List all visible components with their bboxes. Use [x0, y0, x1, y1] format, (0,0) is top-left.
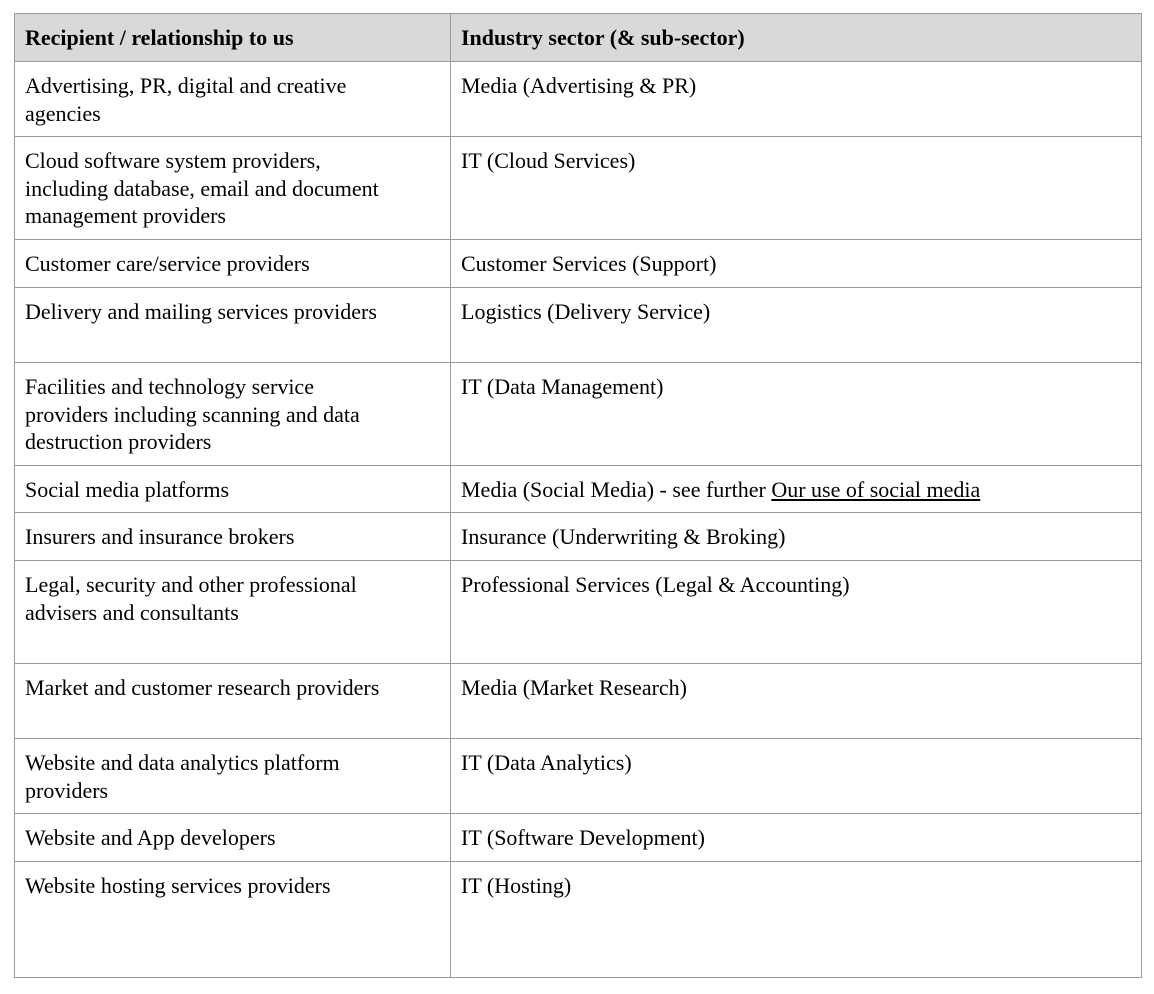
header-row — [15, 14, 1142, 62]
recipient-cell: Market and customer research providers — [15, 664, 451, 739]
recipient-cell: Legal, security and other professional advisers and consultants — [15, 561, 451, 664]
table-row — [15, 561, 1142, 664]
recipient-cell: Social media platforms — [15, 466, 451, 513]
table-row — [15, 862, 1142, 978]
recipient-cell: Customer care/service providers — [15, 240, 451, 288]
sector-cell: IT (Cloud Services) — [451, 137, 1142, 240]
sector-cell: IT (Data Management) — [451, 363, 1142, 466]
sector-cell: Insurance (Underwriting & Broking) — [451, 513, 1142, 561]
sector-cell: Logistics (Delivery Service) — [451, 288, 1142, 363]
recipient-cell: Delivery and mailing services providers — [15, 288, 451, 363]
sector-cell — [451, 466, 1142, 513]
sector-text: Media (Social Media) - see further — [461, 477, 772, 502]
recipient-cell: Website and App developers — [15, 814, 451, 862]
sector-cell: Professional Services (Legal & Accounting) — [451, 561, 1142, 664]
recipient-cell: Cloud software system providers, including database, email and document management providers — [15, 137, 451, 240]
table-row — [15, 363, 1142, 466]
header-recipient: Recipient / relationship to us — [15, 14, 451, 62]
sector-cell: Media (Advertising & PR) — [451, 62, 1142, 137]
social-media-link[interactable]: Our use of social media — [771, 477, 981, 502]
table-row — [15, 513, 1142, 561]
table-row — [15, 240, 1142, 288]
table-row — [15, 288, 1142, 363]
table-row — [15, 466, 1142, 513]
recipient-cell: Website hosting services providers — [15, 862, 451, 978]
recipient-cell: Advertising, PR, digital and creative agencies — [15, 62, 451, 137]
recipients-sector-table — [14, 13, 1142, 978]
recipient-cell: Insurers and insurance brokers — [15, 513, 451, 561]
sector-cell: IT (Data Analytics) — [451, 739, 1142, 814]
sector-cell: IT (Software Development) — [451, 814, 1142, 862]
sector-cell: Customer Services (Support) — [451, 240, 1142, 288]
sector-cell: IT (Hosting) — [451, 862, 1142, 978]
recipient-cell: Facilities and technology service providers including scanning and data destruction providers — [15, 363, 451, 466]
table-row — [15, 814, 1142, 862]
table-row — [15, 137, 1142, 240]
recipient-cell: Website and data analytics platform providers — [15, 739, 451, 814]
table-row — [15, 664, 1142, 739]
header-sector: Industry sector (& sub-sector) — [451, 14, 1142, 62]
sector-cell: Media (Market Research) — [451, 664, 1142, 739]
table-row — [15, 739, 1142, 814]
table-row — [15, 62, 1142, 137]
